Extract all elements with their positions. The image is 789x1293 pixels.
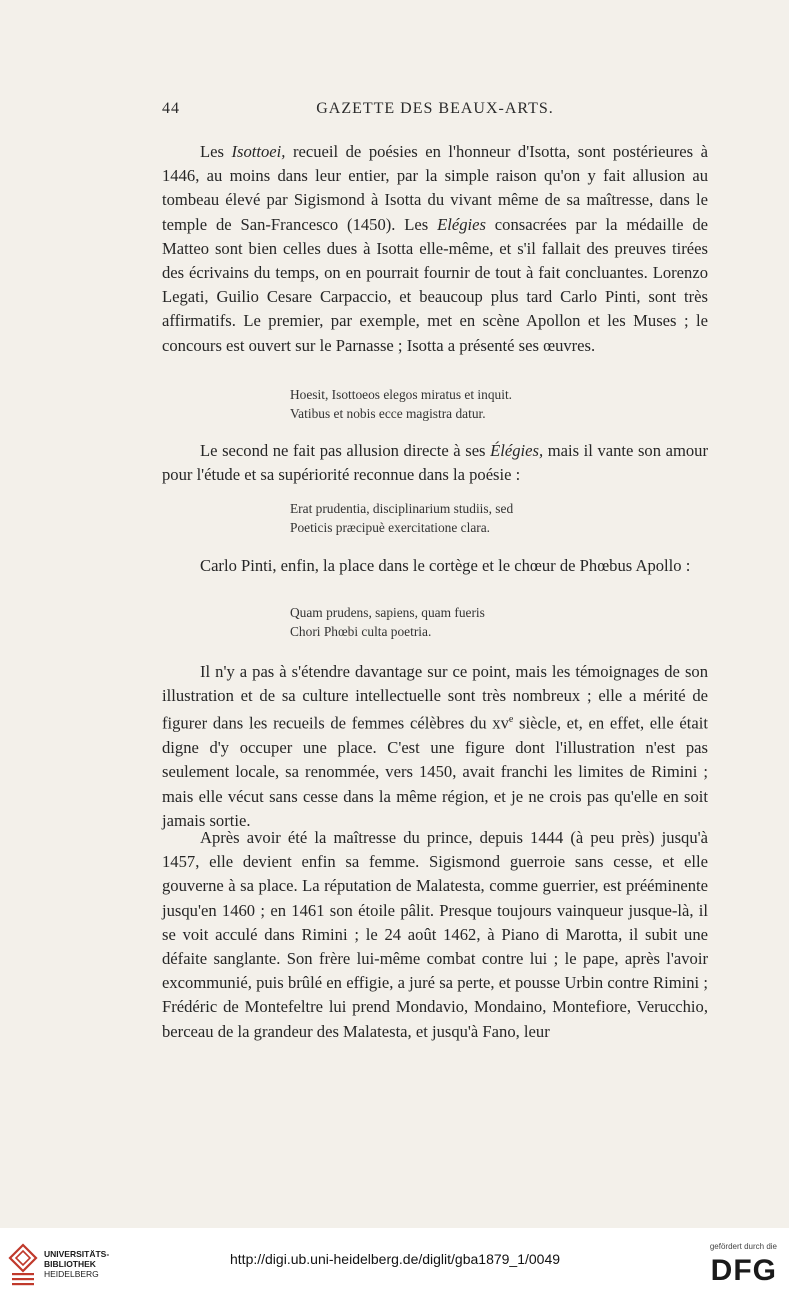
verse-line: Quam prudens, sapiens, quam fueris	[290, 605, 485, 620]
paragraph-text: mais il vante son amour pour l'étude et sa supériorité reconnue dans la poésie :	[162, 441, 708, 485]
page-number: 44	[162, 100, 180, 117]
paragraph-text: Carlo Pinti, enfin, la place dans le cortège et le chœur de Phœbus Apollo :	[200, 556, 691, 575]
latin-verse-2	[290, 499, 690, 537]
library-line: UNIVERSITÄTS-	[44, 1249, 110, 1259]
superscript: e	[508, 714, 514, 726]
paragraph-text: recueil de poésies en l'honneur d'Isotta, sont postérieures à 1446, au moins dans leur entier, par la simple raison qu'on y fait allusion au tombeau élevé par Sigismond à Isotta du vivant même de sa maîtresse, dans le temple de San-Francesco (1450). Les	[162, 142, 709, 234]
viewer-footer	[0, 1228, 789, 1293]
library-line: BIBLIOTHEK	[44, 1259, 96, 1269]
italic-title: Isottoei,	[231, 142, 286, 161]
running-head	[162, 100, 708, 122]
paragraph-text: Après avoir été la maîtresse du prince, depuis 1444 (à peu près) jusqu'à 1457, elle devient enfin sa femme. Sigismond guerroie sans cesse, et elle gouverne à sa place. La réputation de Malatesta, comme guerrier, est prééminente jusqu'en 1460 ; en 1461 son étoile pâlit. Presque toujours vainqueur jusque-là, il se voit acculé dans Rimini ; le 24 août 1462, à Piano di Marotta, il subit une défaite sanglante. Son frère lui-même combat contre lui ; le pape, après l'avoir excommunié, puis brûlé en effigie, a juré sa perte, et pousse Urbin contre Rimini ; Frédéric de Montefeltre lui prend Mondavio, Mondaino, Montefiore, Verucchio, berceau de la grandeur des Malatesta, et jusqu'à Fano, leur	[162, 828, 708, 1041]
latin-verse-1	[290, 385, 690, 423]
running-title: GAZETTE DES BEAUX-ARTS.	[316, 100, 554, 117]
verse-line: Vatibus et nobis ecce magistra datur.	[290, 406, 486, 421]
library-line: HEIDELBERG	[44, 1269, 99, 1279]
paragraph-text: Les	[200, 142, 232, 161]
paragraph-second	[162, 439, 708, 487]
paragraph-carlo-pinti	[162, 554, 708, 578]
library-name	[44, 1249, 109, 1279]
permalink-url[interactable]: http://digi.ub.uni-heidelberg.de/diglit/gba1879_1/0049	[230, 1251, 561, 1267]
verse-line: Poeticis præcipuè exercitatione clara.	[290, 520, 491, 535]
verse-line: Chori Phœbi culta poetria.	[290, 624, 432, 639]
paragraph-text: consacrées par la médaille de Matteo sont bien celles dues à Isotta elle-même, et s'il fallait des preuves tirées des écrivains du temps, on en pourrait fournir de tout à fait concluantes. Lorenzo Legati, Guilio Cesare Carpaccio, et beaucoup plus tard Carlo Pinti, sont très affirmatifs. Le premier, par exemple, met en scène Apollon et les Muses ; le concours est ouvert sur le Parnasse ; Isotta a présenté ses œuvres.	[162, 214, 708, 355]
paragraph-text: siècle, et, en effet, elle était digne d'y occuper une place. C'est une figure dont l'illustration n'est pas seulement locale, sa renommée, vers 1450, avait franchi les limites de Rimini ; mais elle vécut sans cesse dans la même région, et je ne crois pas qu'elle en soit jamais sortie.	[162, 713, 708, 830]
funding-note: gefördert durch die	[709, 1242, 777, 1251]
italic-title: Elégies	[437, 214, 486, 234]
paragraph-text: Le second ne fait pas allusion directe à ses	[200, 441, 491, 460]
university-library-logo-icon	[8, 1243, 38, 1287]
latin-verse-3	[290, 603, 690, 641]
paragraph-text: Il n'y a pas à s'étendre davantage sur ce point, mais les témoignages de son illustration et de sa culture intellectuelle sont très nombreux ; elle a mérité de figurer dans les recueils de femmes célèbres du xv	[162, 662, 708, 733]
verse-line: Erat prudentia, disciplinarium studiis, sed	[290, 501, 514, 516]
verse-line: Hoesit, Isottoeos elegos miratus et inquit.	[290, 387, 513, 402]
dfg-logo: DFG	[710, 1254, 777, 1287]
paragraph-illustration	[162, 660, 708, 833]
italic-title: Élégies,	[490, 441, 544, 460]
paragraph-maitresse	[162, 826, 708, 1044]
paragraph-isottoei	[162, 140, 708, 358]
